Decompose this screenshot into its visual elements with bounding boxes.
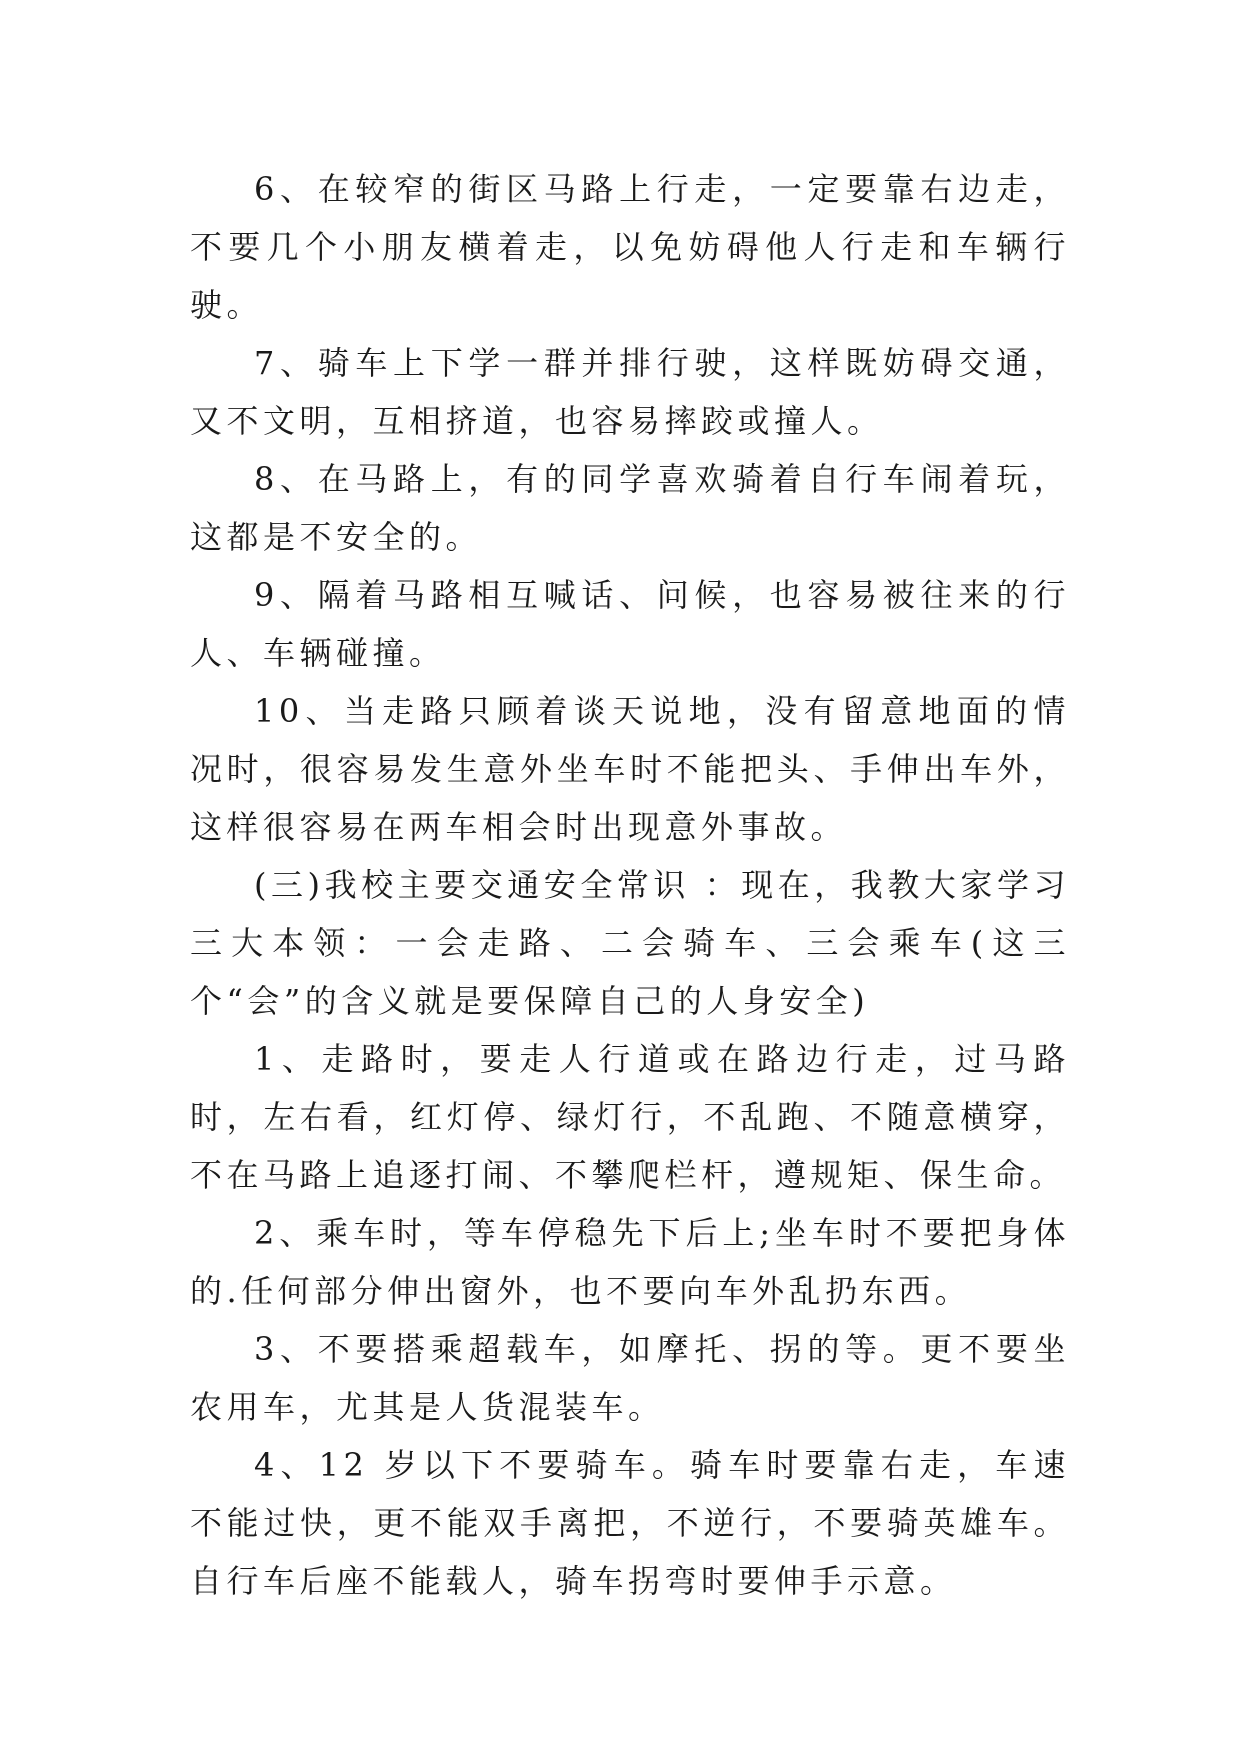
section-heading-paragraph: (三)我校主要交通安全常识 ：现在，我教大家学习三大本领：一会走路、二会骑车、三会乘车(这三个“会”的含义就是要保障自己的人身安全)	[190, 866, 1070, 1020]
paragraph-item-2: 2、乘车时，等车停稳先下后上;坐车时不要把身体的.任何部分伸出窗外，也不要向车外乱扔东西。	[190, 1214, 1070, 1310]
paragraph-item-3: 3、不要搭乘超载车，如摩托、拐的等。更不要坐农用车，尤其是人货混装车。	[190, 1330, 1070, 1426]
paragraph-item-8: 8、在马路上，有的同学喜欢骑着自行车闹着玩，这都是不安全的。	[190, 460, 1070, 556]
document-body	[190, 160, 1070, 1610]
paragraph-item-9: 9、隔着马路相互喊话、问候，也容易被往来的行人、车辆碰撞。	[190, 576, 1070, 672]
paragraph-item-1: 1、走路时，要走人行道或在路边行走，过马路时，左右看，红灯停、绿灯行，不乱跑、不随意横穿，不在马路上追逐打闹、不攀爬栏杆，遵规矩、保生命。	[190, 1040, 1070, 1194]
paragraph-item-7: 7、骑车上下学一群并排行驶，这样既妨碍交通，又不文明，互相挤道，也容易摔跤或撞人。	[190, 344, 1070, 440]
paragraph-item-6: 6、在较窄的街区马路上行走，一定要靠右边走，不要几个小朋友横着走，以免妨碍他人行走和车辆行驶。	[190, 170, 1070, 324]
paragraph-item-4: 4、12 岁以下不要骑车。骑车时要靠右走，车速不能过快，更不能双手离把，不逆行，不要骑英雄车。自行车后座不能载人，骑车拐弯时要伸手示意。	[190, 1446, 1070, 1600]
paragraph-item-10: 10、当走路只顾着谈天说地，没有留意地面的情况时，很容易发生意外坐车时不能把头、手伸出车外，这样很容易在两车相会时出现意外事故。	[190, 692, 1070, 846]
